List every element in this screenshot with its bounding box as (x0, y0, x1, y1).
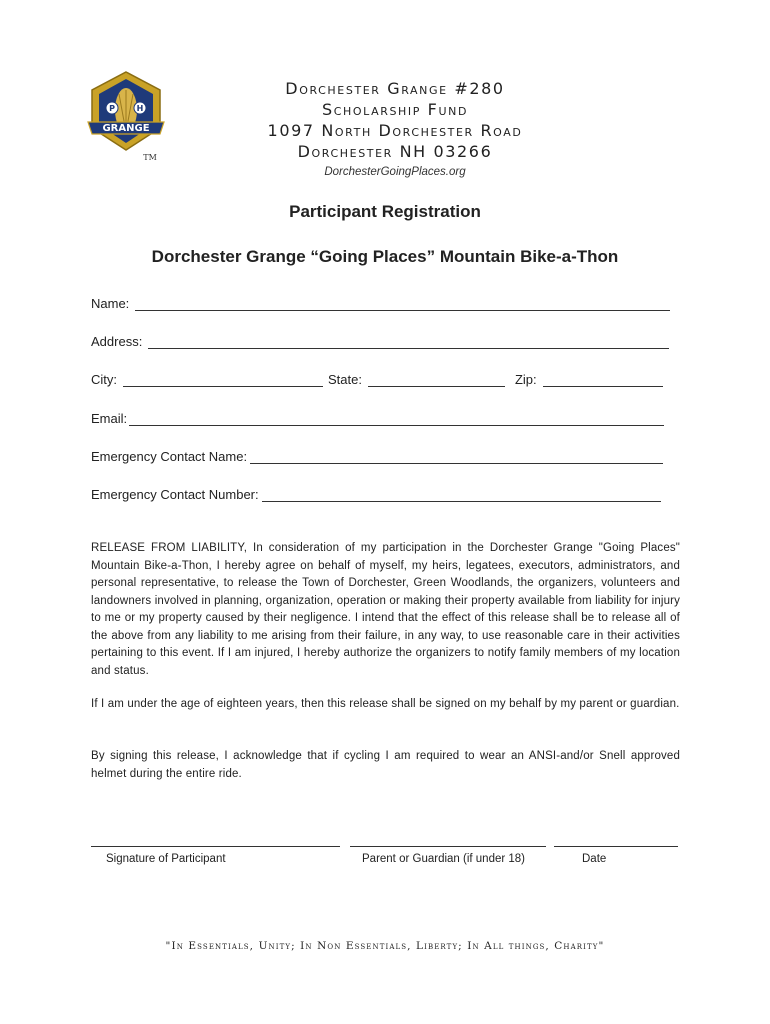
grange-logo (86, 70, 166, 165)
emergency-number-input-line[interactable] (262, 487, 661, 502)
city-input-line[interactable] (123, 372, 323, 387)
helmet-paragraph: By signing this release, I acknowledge that if cycling I am required to wear an ANSI-and/or Snell approved helmet during the entire ride. (91, 750, 680, 780)
guardian-signature-line[interactable] (350, 846, 546, 847)
svg-text:H: H (136, 104, 144, 113)
participant-signature-line[interactable] (91, 846, 340, 847)
email-row (91, 411, 664, 426)
participant-signature-label: Signature of Participant (106, 853, 226, 865)
name-row (91, 296, 670, 311)
date-line[interactable] (554, 846, 678, 847)
city-state-zip-row (91, 372, 663, 387)
city-label: City: (91, 372, 117, 387)
org-fund: Scholarship Fund (321, 100, 469, 119)
name-label: Name: (91, 296, 130, 311)
state-label: State: (328, 372, 362, 387)
organization-header (190, 78, 600, 181)
emergency-name-input-line[interactable] (250, 449, 663, 464)
name-input-line[interactable] (135, 296, 670, 311)
grange-motto: "In Essentials, Unity; In Non Essentials, Liberty; In All things, Charity" (165, 940, 605, 952)
state-input-line[interactable] (368, 372, 505, 387)
emergency-number-row (91, 487, 661, 502)
org-name: Dorchester Grange #280 (285, 79, 505, 98)
release-paragraph: RELEASE FROM LIABILITY, In consideration of my participation in the Dorchester Grange "Going Places" Mountain Bike-a-Thon, I hereby agree on behalf of myself, my heirs, legatees, executors, administrators, and personal representative, to release the Town of Dorchester, Green Woodlands, the organizers, volunteers and landowners involved in planning, organization, operation or making their property available from liability for injury to me or my property caused by their negligence. I intend that the effect of this release shall be to release all of the above from any liability to me arising from their failure, in any way, to use reasonable care in their activities pertaining to this event. If I am injured, I hereby authorize the organizers to notify family members of my location and status. (91, 542, 680, 677)
svg-text:P: P (109, 104, 115, 113)
date-label: Date (582, 853, 607, 865)
zip-input-line[interactable] (543, 372, 663, 387)
org-street: 1097 North Dorchester Road (267, 121, 523, 140)
svg-text:TM: TM (143, 153, 157, 162)
org-city: Dorchester NH 03266 (297, 142, 493, 161)
zip-label: Zip: (514, 372, 537, 387)
svg-text:GRANGE: GRANGE (102, 123, 150, 134)
minor-paragraph: If I am under the age of eighteen years, then this release shall be signed on my behalf by my parent or guardian. (91, 698, 680, 710)
guardian-signature-label: Parent or Guardian (if under 18) (362, 853, 526, 865)
email-label: Email: (91, 411, 128, 426)
email-input-line[interactable] (129, 411, 664, 426)
event-title: Dorchester Grange “Going Places” Mountain Bike-a-Thon (151, 247, 619, 266)
address-label: Address: (91, 334, 143, 349)
emergency-number-label: Emergency Contact Number: (91, 487, 259, 502)
emergency-name-row (91, 449, 663, 464)
form-title: Participant Registration (289, 202, 481, 221)
emergency-name-label: Emergency Contact Name: (91, 449, 248, 464)
grange-logo-emblem (86, 70, 166, 165)
org-website: DorchesterGoingPlaces.org (324, 166, 466, 178)
address-input-line[interactable] (148, 334, 669, 349)
address-row (91, 334, 669, 349)
